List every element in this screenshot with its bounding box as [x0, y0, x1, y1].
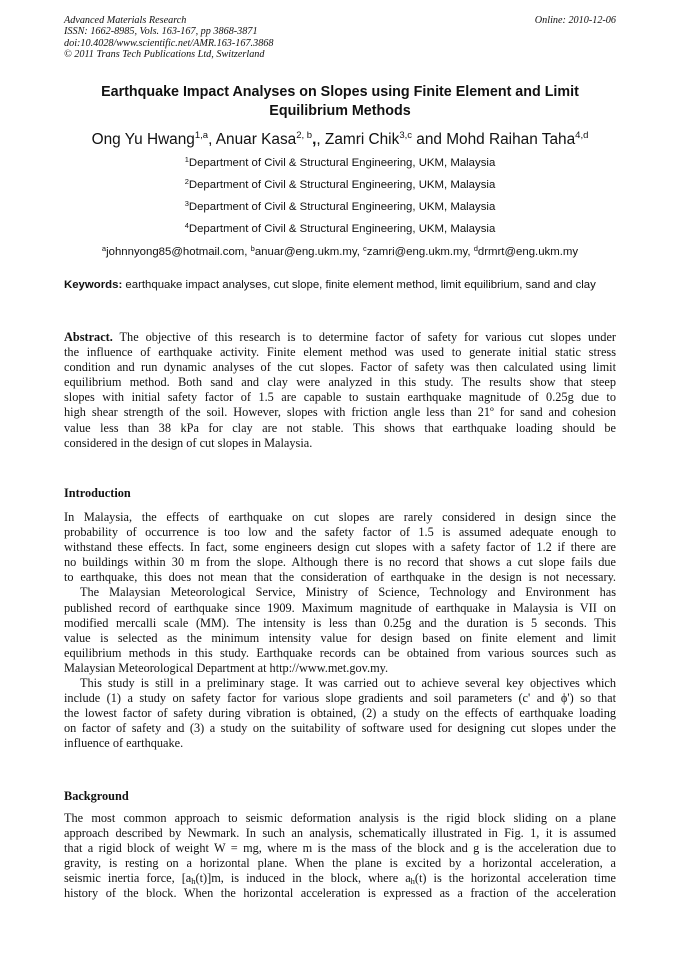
- author-1-sup: 1,a: [194, 130, 209, 141]
- email-link[interactable]: zamri@eng.ukm.my,: [366, 246, 474, 258]
- paragraph-line: equilibrium methods in this study. Earthquake records can be obtained from various sources such as: [64, 645, 616, 660]
- abstract-line: the influence of earthquake activity. Finite element method was used to generate initial static stress: [64, 345, 616, 360]
- paragraph-line: Malaysian Meteorological Department at http://www.met.gov.my.: [64, 660, 389, 675]
- title-line-2: Equilibrium Methods: [269, 103, 411, 119]
- author-1: Ong Yu Hwang: [91, 131, 195, 148]
- paragraph-line: The Malaysian Meteorological Service, Ministry of Science, Technology and Environment has: [80, 585, 616, 600]
- author-2: , Anuar Kasa: [208, 131, 297, 148]
- introduction-body: [64, 510, 616, 752]
- abstract: [64, 330, 616, 451]
- abstract-line: value less than 38 kPa for clay are not stable. This shows that earthquake loading should be: [64, 420, 616, 435]
- paragraph-line: seismic inertia force, $[a_h(t)]m$, is induced in the block, where $a_h(t)$ is the horizontal acceleration time: [64, 871, 616, 887]
- author-list: [64, 130, 616, 150]
- keywords-text: earthquake impact analyses, cut slope, finite element method, limit equilibrium, sand and clay: [122, 279, 596, 291]
- abstract-line: condition and run dynamic analyses of the cut slopes. Factor of safety was then calculated using limit: [64, 360, 616, 375]
- author-3-sup: 3,c: [399, 130, 412, 141]
- paragraph-line: value is selected as the minimum intensity value for design based on finite element and limit: [64, 630, 616, 645]
- email-link[interactable]: drmrt@eng.ukm.my: [477, 246, 579, 258]
- author-separator: ,: [312, 131, 317, 148]
- doi-line: doi:10.4028/www.scientific.net/AMR.163-167.3868: [64, 37, 274, 49]
- paragraph-line: on factor of safety and (3) a study on the suitability of software used for designing cut slopes under the: [64, 721, 616, 736]
- paragraph-line: that a rigid block of weight W = mg, where m is the mass of the block and g is the acceleration due to: [64, 841, 616, 856]
- paragraph-line: In Malaysia, the effects of earthquake on cut slopes are rarely considered in design since the: [64, 510, 616, 524]
- paragraph-line: include (1) a study on safety factor for various slope gradients and soil parameters (c' and ϕ') so that: [64, 691, 616, 706]
- author-4-sup: 4,d: [575, 130, 589, 141]
- affiliation-2: $^2$Department of Civil & Structural Engineering, UKM, Malaysia: [184, 177, 496, 191]
- author-4: and Mohd Raihan Taha: [412, 131, 576, 148]
- paragraph-line: approach described by Newmark. In such an analysis, schematically illustrated in Fig. 1, it is assumed: [64, 826, 616, 841]
- paragraph-line: the lowest factor of safety during vibration is obtained, (2) a study on the effects of earthquake loading: [64, 706, 616, 721]
- affiliation-4: $^4$Department of Civil & Structural Engineering, UKM, Malaysia: [184, 221, 496, 235]
- email-link[interactable]: anuar@eng.ukm.my,: [254, 246, 364, 258]
- paragraph-line: influence of earthquake.: [64, 736, 184, 751]
- abstract-line: considered in the design of cut slopes in Malaysia.: [64, 435, 313, 450]
- issn-line: ISSN: 1662-8985, Vols. 163-167, pp 3868-3871: [64, 26, 258, 38]
- email-link[interactable]: johnnyong85@hotmail.com,: [106, 246, 251, 258]
- abstract-line: Abstract. The objective of this research is to determine factor of safety for various cut slopes under: [64, 330, 616, 344]
- paragraph-line: to earthquake, this does not mean that the consideration of earthquake in the design is not necessary.: [64, 570, 616, 585]
- keywords: [64, 278, 616, 293]
- copyright-line: © 2011 Trans Tech Publications Ltd, Switzerland: [64, 49, 265, 61]
- abstract-line: slopes with initial safety factor of 1.5 are capable to sustain earthquake magnitude of 0.25g due to: [64, 390, 616, 405]
- paragraph-line: The most common approach to seismic deformation analysis is the rigid block sliding on a plane: [64, 811, 616, 825]
- paragraph-line: probability of occurrence is too low and the safety factor of 1.5 is assumed adequate enough to: [64, 525, 616, 540]
- author-2-sup: 2, b: [296, 130, 313, 141]
- title-line-1: Earthquake Impact Analyses on Slopes using Finite Element and Limit: [101, 84, 579, 100]
- paragraph-line: no buildings within 30 m from the slope. Although there is no record that shows a cut slope fails due: [64, 555, 616, 570]
- email-list: $^a$johnnyong85@hotmail.com, $^b$anuar@eng.ukm.my, $^c$zamri@eng.ukm.my, $^d$drmrt@eng.ukm.my: [101, 244, 579, 258]
- section-heading-background: Background: [64, 789, 129, 803]
- section-heading-introduction: Introduction: [64, 486, 131, 500]
- author-3: , Zamri Chik: [316, 131, 400, 148]
- online-date: Online: 2010-12-06: [534, 15, 616, 26]
- paragraph-line: published record of earthquake since 1909. Maximum magnitude of earthquake in Malaysia is VII on: [64, 600, 616, 615]
- abstract-label: Abstract.: [64, 330, 113, 344]
- paragraph-line: history of the block. When the horizontal acceleration is expressed as a fraction of the acceleration: [64, 886, 616, 901]
- affiliation-3: $^3$Department of Civil & Structural Engineering, UKM, Malaysia: [184, 199, 496, 213]
- paragraph-line: modified mercalli scale (MM). The intensity is less than 0.25g and the duration is 5 seconds. This: [64, 615, 616, 630]
- paper-title: [64, 83, 616, 121]
- abstract-line: high shear strength of the soil. However, slopes with friction angle less than 21º for sand and cohesion: [64, 405, 616, 420]
- background-body: [64, 811, 616, 902]
- running-header: [64, 15, 616, 61]
- paragraph-line: This study is still in a preliminary stage. It was carried out to achieve several key objectives which: [80, 676, 616, 691]
- abstract-line: equilibrium method. Both sand and clay were analyzed in this study. The results show that steep: [64, 375, 616, 390]
- paragraph-line: gravity, is resting on a horizontal plane. When the plane is excited by a horizontal acceleration, a: [64, 856, 616, 871]
- journal-name: Advanced Materials Research: [64, 15, 187, 26]
- affiliation-1: $^1$Department of Civil & Structural Engineering, UKM, Malaysia: [184, 155, 496, 169]
- keywords-label: Keywords:: [64, 279, 123, 291]
- paragraph-line: withstand these effects. In fact, some engineers design cut slopes with a safety factor of 1.2 if there are: [64, 540, 616, 555]
